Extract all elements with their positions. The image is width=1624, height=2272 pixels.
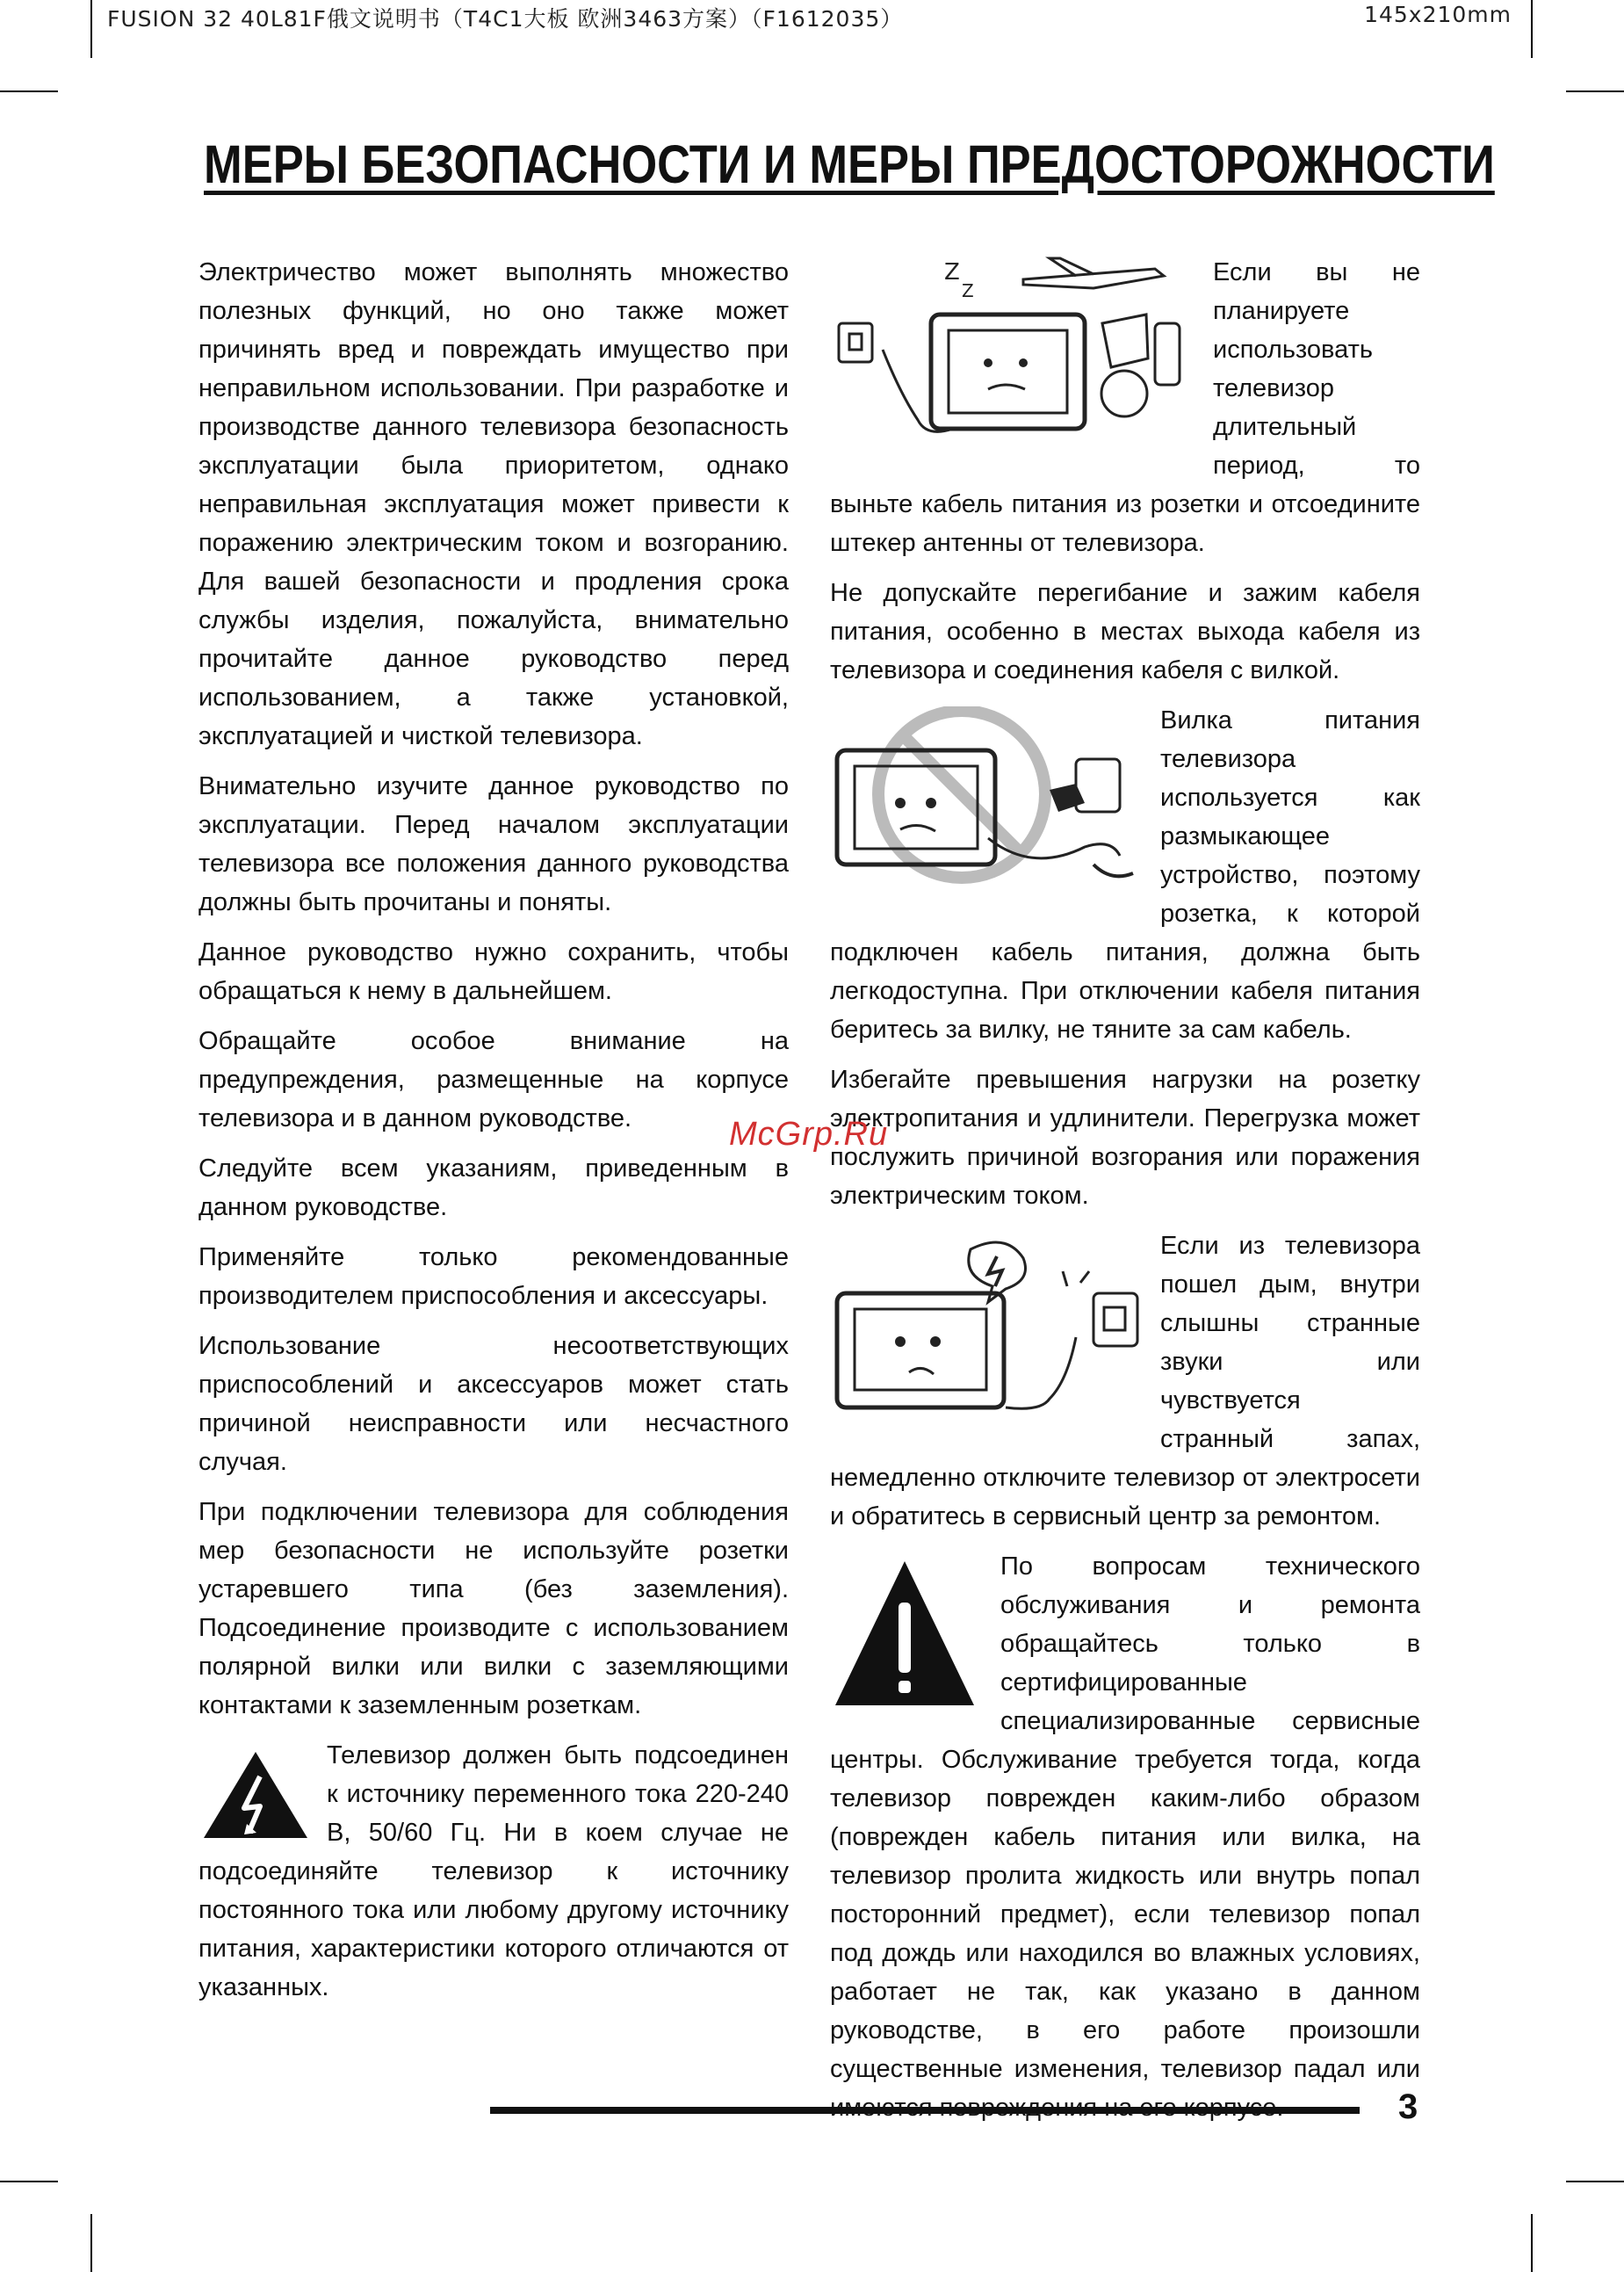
crop-mark [1531, 0, 1533, 58]
paragraph: Электричество может выполнять множество полезных функций, но оно также может причинять вред и повреждать имущество при неправильном использовании. При разработке и производстве данного телевизора безопасность эксплуатации была приоритетом, однако неправильная эксплуатация может привести к поражению электрическим током и возгоранию. Для вашей безопасности и продления срока службы изделия, пожалуйста, внимательно прочитайте данное руководство перед использованием, а также установкой, эксплуатацией и чисткой телевизора. [198, 258, 789, 750]
paragraph: Внимательно изучите данное руководство по эксплуатации. Перед началом эксплуатации телевизора все положения данного руководства должны быть прочитаны и поняты. [198, 772, 789, 916]
paragraph: Использование несоответствующих приспособлений и аксессуаров может стать причиной неисправности или несчастного случая. [198, 1332, 789, 1476]
crop-mark [0, 2181, 58, 2182]
paragraph: Если из телевизора пошел дым, внутри слышны странные звуки или чувствуется странный запах, немедленно отключите телевизор от электросети и обратитесь в сервисный центр за ремонтом. [830, 1232, 1420, 1530]
paragraph: Если вы не планируете использовать телевизор длительный период, то выньте кабель питания из розетки и отсоедините штекер антенны от телевизора. [830, 258, 1420, 557]
paragraph: Телевизор должен быть подсоединен к источнику переменного тока 220-240 В, 50/60 Гц. Ни в коем случае не подсоединяйте телевизор к источнику постоянного тока или любому другому источнику питания, характеристики которого отличаются от указанных. [198, 1741, 789, 2001]
crop-mark [0, 90, 58, 92]
watermark-logo: McGrp.Ru [729, 1116, 889, 1153]
page-number: 3 [1398, 2087, 1418, 2126]
paragraph: Применяйте только рекомендованные производителем приспособления и аксессуары. [198, 1243, 789, 1310]
svg-text:Z: Z [944, 259, 960, 286]
no-pulling-cord-illustration [830, 706, 1146, 901]
high-voltage-warning-icon [198, 1747, 313, 1843]
tv-smoke-unplug-illustration [830, 1232, 1146, 1427]
crop-mark [90, 2214, 92, 2272]
crop-mark [1531, 2214, 1533, 2272]
paragraph: Обращайте особое внимание на предупреждения, размещенные на корпусе телевизора и в данном руководстве. [198, 1027, 789, 1132]
paragraph: Вилка питания телевизора используется как размыкающее устройство, поэтому розетка, к которой подключен кабель питания, должна быть легкодоступна. При отключении кабеля питания беритесь за вилку, не тяните за сам кабель. [830, 706, 1420, 1044]
header-doc-ref: FUSION 32 40L81F俄文说明书（T4C1大板 欧洲3463方案）（F1612035） [107, 6, 904, 32]
paragraph: Данное руководство нужно сохранить, чтобы обращаться к нему в дальнейшем. [198, 938, 789, 1005]
tv-unplug-vacation-illustration [830, 253, 1199, 448]
paragraph: При подключении телевизора для соблюдения мер безопасности не используйте розетки устаревшего типа (без заземления). Подсоединение производите с использованием полярной вилки или вилки с заземляющими контактами к заземленным розеткам. [198, 1498, 789, 1719]
crop-mark [90, 0, 92, 58]
right-column [830, 253, 1420, 2138]
warning-exclamation-icon [830, 1554, 979, 1712]
svg-text:Z: Z [962, 280, 974, 301]
left-column [198, 253, 789, 2018]
paragraph: Не допускайте перегибание и зажим кабеля питания, особенно в местах выхода кабеля из телевизора и соединения кабеля с вилкой. [830, 579, 1420, 684]
footer-rule [490, 2107, 1360, 2114]
crop-mark [1566, 90, 1624, 92]
paragraph: Следуйте всем указаниям, приведенным в данном руководстве. [198, 1154, 789, 1221]
paragraph: По вопросам технического обслуживания и ремонта обращайтесь только в сертифицированные специализированные сервисные центры. Обслуживание требуется тогда, когда телевизор поврежден каким-либо образом (поврежден кабель питания или вилка, на телевизор пролита жидкость или внутрь попал посторонний предмет), если телевизор попал под дождь или находился во влажных условиях, работает не так, как указано в данном руководстве, в его работе произошли существенные изменения, телевизор падал или [830, 1552, 1420, 2083]
paragraph: Избегайте превышения нагрузки на розетку электропитания и удлинители. Перегрузка может послужить причиной возгорания или поражения электрическим током. [830, 1066, 1420, 1210]
crop-mark [1566, 2181, 1624, 2182]
page-title: МЕРЫ БЕЗОПАСНОСТИ И МЕРЫ ПРЕДОСТОРОЖНОСТИ [204, 134, 1495, 194]
header-page-size: 145x210mm [1364, 2, 1512, 27]
